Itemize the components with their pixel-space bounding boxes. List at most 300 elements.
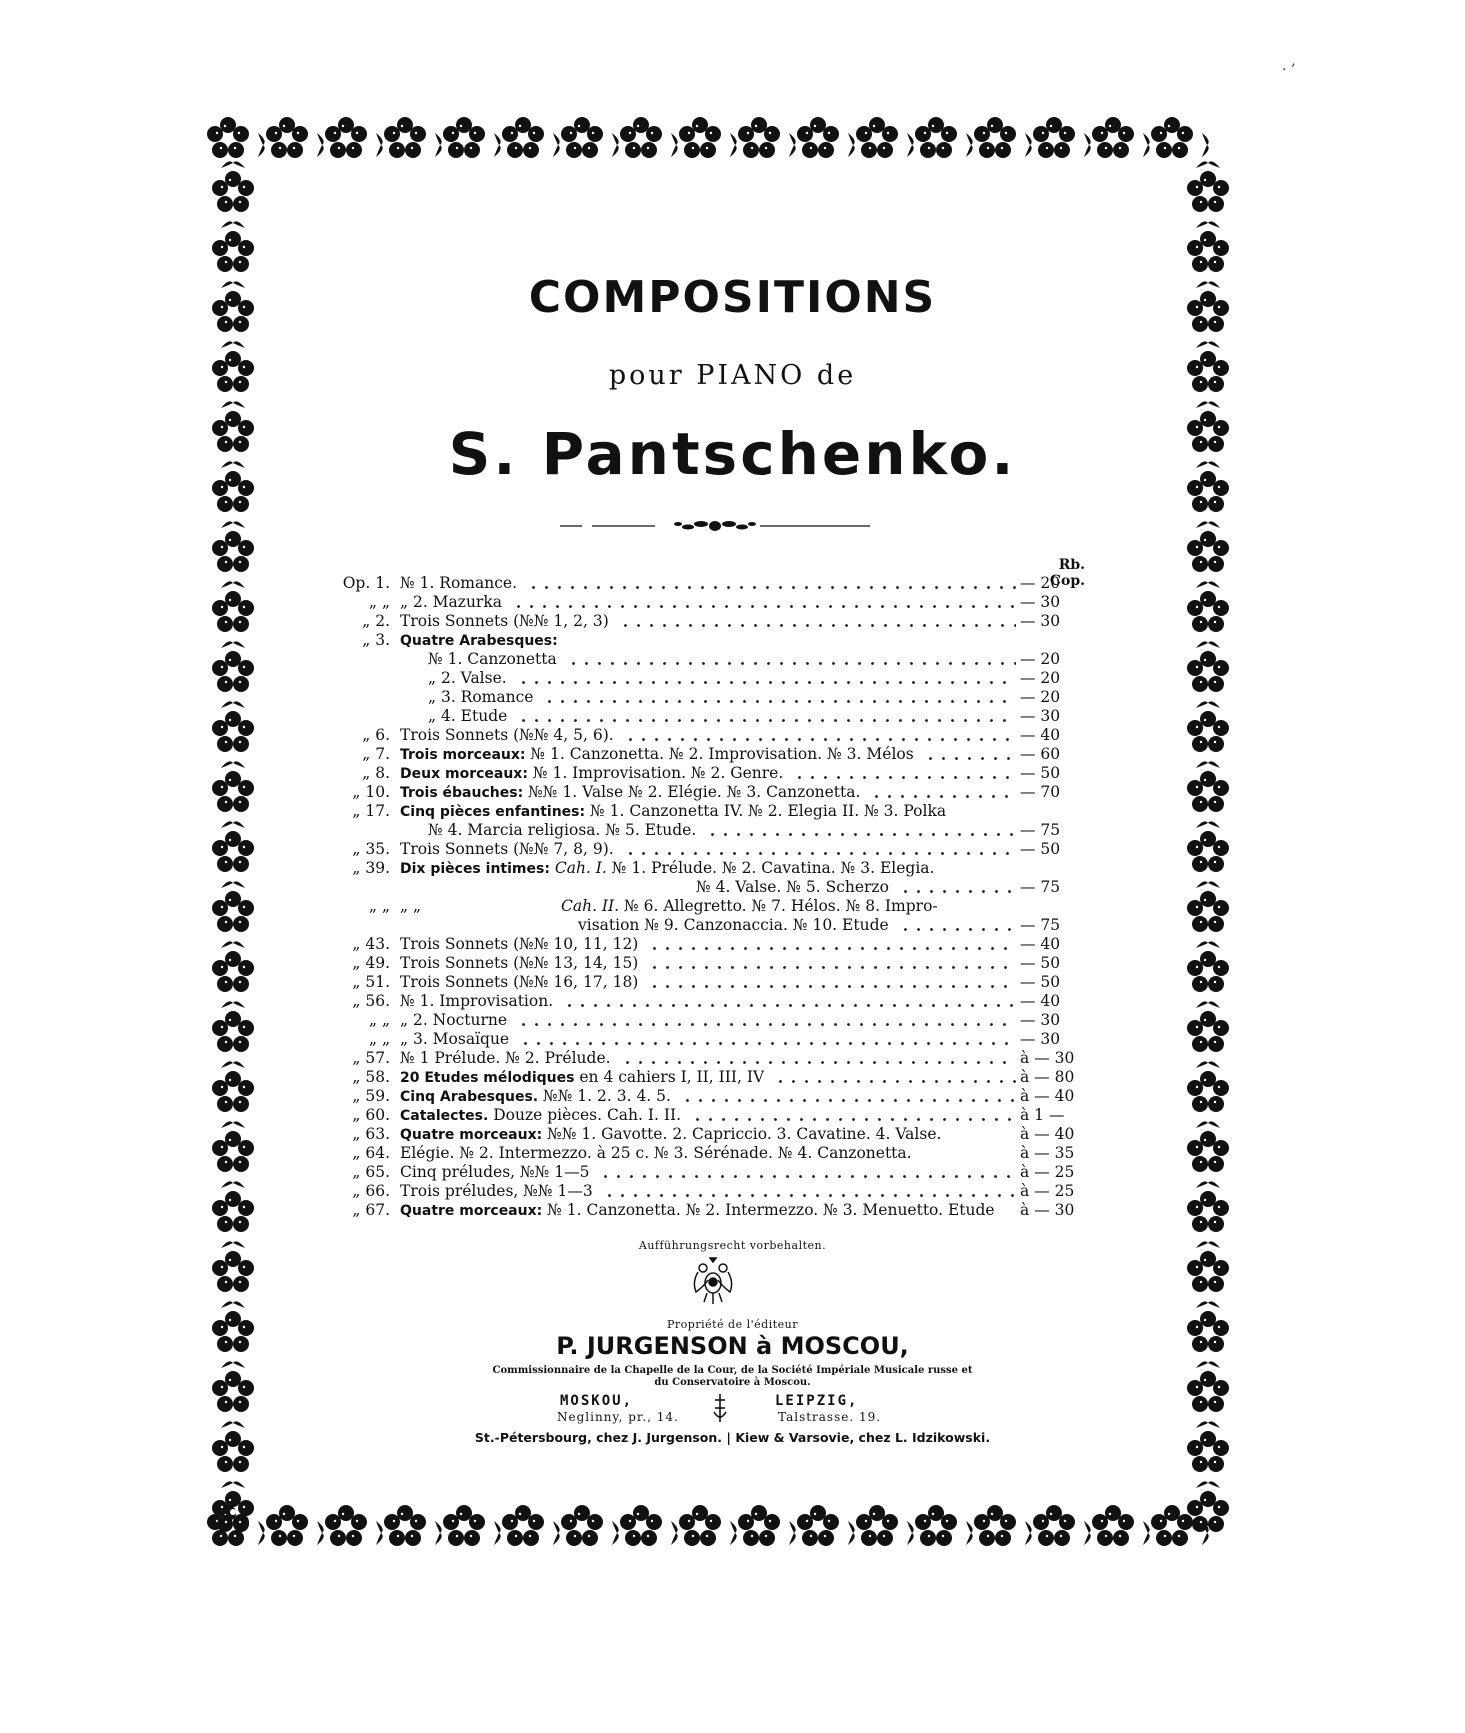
work-contents: „ 4. Etude [428, 707, 508, 725]
work-contents: №№ 1. Valse № 2. Elégie. № 3. Canzonetta. [523, 783, 861, 801]
work-title [428, 688, 533, 707]
flower-ornament-icon [210, 530, 256, 576]
work-price: — 75 [1020, 878, 1061, 896]
leader-dots [624, 840, 1016, 859]
opus-number: Op. 1. [342, 574, 390, 592]
work-title [400, 973, 638, 992]
leaf-sprig-icon [1194, 156, 1222, 170]
leaf-sprig-icon [219, 696, 247, 710]
flower-ornament-icon [972, 1504, 1018, 1550]
flower-ornament-icon [441, 1504, 487, 1550]
work-row [338, 631, 1088, 650]
flower-ornament-icon [1185, 1490, 1231, 1536]
leader-dots [924, 745, 1016, 764]
flower-ornament-icon [736, 116, 782, 162]
opus-number: „ 35. [352, 840, 390, 858]
work-contents: № 1. Prélude. № 2. Cavatina. № 3. Elegia. [606, 859, 935, 877]
work-title [400, 1011, 507, 1030]
opus-number: „ 59. [352, 1087, 390, 1105]
leaf-sprig-icon [219, 1476, 247, 1490]
work-title [400, 612, 609, 631]
address-leipzig: Talstrasse. 19. [778, 1410, 882, 1424]
works-list [338, 574, 1088, 1220]
work-contents: Trois préludes, №№ 1—3 [400, 1182, 593, 1200]
flower-ornament-icon [210, 590, 256, 636]
work-title [400, 1087, 671, 1107]
work-row [338, 1182, 1088, 1201]
flower-ornament-icon [1185, 170, 1231, 216]
leaf-sprig-icon [219, 876, 247, 890]
work-contents: № 6. Allegretto. № 7. Hélos. № 8. Impro- [619, 897, 938, 915]
opus-number: „ 57. [352, 1049, 390, 1067]
work-price: — 30 [1020, 612, 1061, 630]
work-row [338, 973, 1088, 992]
work-price: — 70 [1020, 783, 1061, 801]
work-title [428, 707, 507, 726]
opus-number: „ 49. [352, 954, 390, 972]
leaf-sprig-icon [1194, 1056, 1222, 1070]
leader-dots [681, 1087, 1016, 1106]
leaf-sprig-icon [1194, 516, 1222, 530]
border-top [205, 108, 1240, 170]
address-moscow: Neglinny, pr., 14. [557, 1410, 679, 1424]
work-row [338, 612, 1088, 631]
work-collection-title: Quatre morceaux: [400, 1127, 543, 1143]
work-contents: № 4. Marcia religiosa. № 5. Etude. [428, 821, 697, 839]
opus-number: „ 63. [352, 1125, 390, 1143]
leader-dots [706, 821, 1016, 840]
flower-ornament-icon [210, 770, 256, 816]
work-row [338, 1011, 1088, 1030]
city-moscow: MOSKOU, [560, 1393, 634, 1409]
leader-dots [899, 916, 1016, 935]
work-title [400, 1030, 509, 1049]
flower-ornament-icon [1031, 1504, 1077, 1550]
opus-number: „ 67. [352, 1201, 390, 1219]
flower-ornament-icon [559, 1504, 605, 1550]
flower-ornament-icon [1090, 1504, 1136, 1550]
publisher-name: P. JURGENSON à MOSCOU, [556, 1332, 909, 1360]
work-contents: № 1. Canzonetta IV. № 2. Elegia II. № 3. Polka [585, 802, 947, 820]
work-price: — 50 [1020, 973, 1061, 991]
work-row [338, 1125, 1088, 1144]
work-title [400, 1182, 593, 1201]
publisher-branches: St.-Pétersbourg, chez J. Jurgenson. | Kiew & Varsovie, chez L. Idzikowski. [474, 1430, 991, 1445]
work-row [338, 859, 1088, 878]
flower-ornament-icon [795, 1504, 841, 1550]
work-row [338, 954, 1088, 973]
flower-ornament-icon [500, 1504, 546, 1550]
leaf-sprig-icon [1194, 1116, 1222, 1130]
anchor-icon [713, 1392, 727, 1424]
work-title [400, 840, 614, 859]
flower-ornament-icon [1185, 590, 1231, 636]
leaf-sprig-icon [219, 816, 247, 830]
opus-number: „ 17. [352, 802, 390, 820]
flower-ornament-icon [1185, 1250, 1231, 1296]
work-price: — 30 [1020, 1030, 1061, 1048]
leaf-sprig-icon [219, 396, 247, 410]
work-row [338, 707, 1088, 726]
flower-ornament-icon [1185, 1070, 1231, 1116]
flower-ornament-icon [1185, 890, 1231, 936]
work-row [338, 821, 1088, 840]
flower-ornament-icon [210, 950, 256, 996]
work-price: — 50 [1020, 954, 1061, 972]
flower-ornament-icon [210, 230, 256, 276]
opus-number: „ 43. [352, 935, 390, 953]
opus-number: „ 3. [362, 631, 390, 649]
flower-ornament-icon [1031, 116, 1077, 162]
flower-ornament-icon [264, 116, 310, 162]
work-title [400, 1068, 764, 1088]
leaf-sprig-icon [1194, 1476, 1222, 1490]
leader-dots [691, 1106, 1016, 1125]
work-contents: „ 2. Nocturne [400, 1011, 508, 1029]
publisher-property: Propriété de l'éditeur [667, 1318, 798, 1331]
flower-ornament-icon [210, 830, 256, 876]
price-column-header: Rb. Cop. [1049, 557, 1085, 589]
work-price: — 30 [1020, 707, 1061, 725]
work-row [338, 650, 1088, 669]
flower-ornament-icon [1185, 1190, 1231, 1236]
flower-ornament-icon [972, 116, 1018, 162]
work-price: à — 30 [1020, 1201, 1075, 1219]
leader-dots [603, 1182, 1016, 1201]
flower-ornament-icon [913, 1504, 959, 1550]
opus-number: „ 66. [352, 1182, 390, 1200]
work-title [400, 954, 638, 973]
work-contents: Trois Sonnets (№№ 4, 5, 6). [400, 726, 614, 744]
leader-dots [648, 954, 1016, 973]
page-subtitle: pour PIANO de [608, 360, 857, 391]
leaf-sprig-icon [219, 336, 247, 350]
flower-ornament-icon [210, 710, 256, 756]
work-contents: № 1. Canzonetta. № 2. Improvisation. № 3. Mélos [525, 745, 914, 763]
work-contents: № 1. Improvisation. № 2. Genre. [527, 764, 784, 782]
work-contents: Trois Sonnets (№№ 16, 17, 18) [400, 973, 639, 991]
work-collection-title: Trois morceaux: [400, 747, 526, 763]
leaf-sprig-icon [1194, 876, 1222, 890]
work-price: à 1 — [1020, 1106, 1065, 1124]
leader-dots [621, 1049, 1016, 1068]
work-contents: Trois Sonnets (№№ 1, 2, 3) [400, 612, 609, 630]
flower-ornament-icon [210, 1130, 256, 1176]
flower-ornament-icon [795, 116, 841, 162]
opus-number: „ 60. [352, 1106, 390, 1124]
flower-ornament-icon [1185, 650, 1231, 696]
leaf-sprig-icon [1194, 1176, 1222, 1190]
work-row [338, 1201, 1088, 1220]
border-bottom [205, 1496, 1240, 1558]
work-collection-title: Cinq pièces enfantines: [400, 804, 586, 820]
work-price: à — 40 [1020, 1087, 1075, 1105]
work-title [400, 1163, 589, 1182]
work-title [400, 593, 502, 612]
leader-dots [567, 650, 1016, 669]
work-row [338, 669, 1088, 688]
work-price: à — 40 [1020, 1125, 1075, 1143]
flower-ornament-icon [854, 116, 900, 162]
leader-dots [899, 878, 1016, 897]
leader-dots [870, 783, 1016, 802]
double-headed-eagle-emblem-icon [690, 1256, 736, 1306]
leader-dots [619, 612, 1016, 631]
flower-ornament-icon [210, 650, 256, 696]
work-collection-title: Dix pièces intimes: [400, 861, 550, 877]
flower-ornament-icon [382, 116, 428, 162]
leaf-sprig-icon [1194, 216, 1222, 230]
leaf-sprig-icon [1194, 936, 1222, 950]
opus-number: „ „ [369, 1030, 390, 1048]
work-price: — 30 [1020, 593, 1061, 611]
leaf-sprig-icon [219, 516, 247, 530]
publisher-description-line1: Commissionnaire de la Chapelle de la Cour, de la Société Impériale Musicale russe et [492, 1365, 973, 1376]
work-contents: en 4 cahiers I, II, III, IV [574, 1068, 765, 1086]
flower-ornament-icon [736, 1504, 782, 1550]
work-title [400, 1144, 912, 1163]
flower-ornament-icon [1185, 830, 1231, 876]
work-price: — 60 [1020, 745, 1061, 763]
work-collection-title: 20 Etudes mélodiques [400, 1070, 575, 1086]
work-title [400, 764, 783, 784]
work-price: à — 35 [1020, 1144, 1075, 1162]
work-contents: № 1. Improvisation. [400, 992, 554, 1010]
flower-ornament-icon [210, 170, 256, 216]
leader-dots [563, 992, 1016, 1011]
leaf-sprig-icon [219, 1416, 247, 1430]
leaf-sprig-icon [219, 636, 247, 650]
work-price: — 40 [1020, 935, 1061, 953]
work-row [338, 745, 1088, 764]
opus-number: „ 7. [362, 745, 390, 763]
work-price: à — 25 [1020, 1182, 1075, 1200]
work-row [338, 1030, 1088, 1049]
work-row [338, 783, 1088, 802]
leader-dots [517, 707, 1016, 726]
work-row [338, 840, 1088, 859]
work-contents: visation № 9. Canzonaccia. № 10. Etude [578, 916, 889, 934]
work-title [428, 821, 696, 840]
opus-number: „ 51. [352, 973, 390, 991]
flower-ornament-icon [618, 1504, 664, 1550]
flower-ornament-icon [210, 1010, 256, 1056]
leaf-sprig-icon [1194, 816, 1222, 830]
leaf-sprig-icon [219, 1296, 247, 1310]
leaf-sprig-icon [1194, 1416, 1222, 1430]
leader-dots [648, 973, 1016, 992]
work-contents: „ „ [400, 897, 421, 915]
work-price: — 75 [1020, 916, 1061, 934]
work-contents: Douze pièces. Cah. I. II. [488, 1106, 682, 1124]
leader-dots [517, 669, 1016, 688]
flower-ornament-icon [1185, 1010, 1231, 1056]
work-contents: „ 2. Mazurka [400, 593, 502, 611]
work-price: à — 80 [1020, 1068, 1075, 1086]
work-price: — 50 [1020, 840, 1061, 858]
work-row [338, 992, 1088, 1011]
work-contents: № 1. Canzonetta [428, 650, 557, 668]
work-contents: „ 3. Mosaïque [400, 1030, 510, 1048]
leader-dots [624, 726, 1016, 745]
work-row [338, 802, 1088, 821]
work-title [400, 992, 553, 1011]
opus-number: „ „ [369, 897, 390, 915]
page-title: COMPOSITIONS [528, 272, 937, 323]
leader-dots [793, 764, 1016, 783]
work-collection-title: Trois ébauches: [400, 785, 524, 801]
flower-ornament-icon [1185, 710, 1231, 756]
work-title [400, 631, 558, 651]
work-contents: Cinq préludes, №№ 1—5 [400, 1163, 590, 1181]
work-contents: Elégie. № 2. Intermezzo. à 25 c. № 3. Sérénade. № 4. Canzonetta. [400, 1144, 912, 1162]
work-row [338, 1144, 1088, 1163]
flower-ornament-icon [618, 116, 664, 162]
flower-ornament-icon [500, 116, 546, 162]
work-contents: „ 3. Romance [428, 688, 534, 706]
work-title [400, 935, 638, 954]
flower-ornament-icon [854, 1504, 900, 1550]
work-volume-label: Cah. II. [561, 897, 620, 915]
work-collection-title: Quatre morceaux: [400, 1203, 543, 1219]
work-row [338, 1106, 1088, 1125]
work-price: à — 25 [1020, 1163, 1075, 1181]
work-row [338, 897, 1088, 916]
leader-dots [512, 593, 1016, 612]
work-title [400, 726, 614, 745]
flower-ornament-icon [210, 1070, 256, 1116]
flower-ornament-icon [382, 1504, 428, 1550]
leaf-sprig-icon [219, 756, 247, 770]
work-title [400, 1049, 611, 1068]
work-price: — 75 [1020, 821, 1061, 839]
work-volume-label: Cah. I. [549, 859, 607, 877]
flower-ornament-icon [1185, 950, 1231, 996]
work-row [338, 593, 1088, 612]
flower-ornament-icon [264, 1504, 310, 1550]
flower-ornament-icon [1185, 1130, 1231, 1176]
flower-ornament-icon [1185, 230, 1231, 276]
work-title [400, 859, 934, 879]
work-row [338, 916, 1088, 935]
work-price: — 40 [1020, 726, 1061, 744]
work-title [400, 1201, 995, 1221]
leaf-sprig-icon [219, 936, 247, 950]
flower-ornament-icon [210, 890, 256, 936]
leader-dots [543, 688, 1016, 707]
work-price: — 30 [1020, 1011, 1061, 1029]
opus-number: „ 39. [352, 859, 390, 877]
work-title [696, 878, 889, 897]
leaf-sprig-icon [1194, 636, 1222, 650]
work-collection-title: Quatre Arabesques: [400, 633, 558, 649]
work-row [338, 1087, 1088, 1106]
work-collection-title: Cinq Arabesques. [400, 1089, 539, 1105]
city-leipzig: LEIPZIG, [775, 1393, 859, 1409]
leader-dots [599, 1163, 1016, 1182]
work-title [400, 802, 946, 822]
opus-number: „ 65. [352, 1163, 390, 1181]
leader-dots [648, 935, 1016, 954]
divider-ornament-icon [560, 516, 870, 536]
work-row [338, 1049, 1088, 1068]
work-row [338, 1163, 1088, 1182]
work-price: — 40 [1020, 992, 1061, 1010]
publisher-description-line2: du Conservatoire à Moscou. [654, 1377, 811, 1388]
flower-ornament-icon [677, 116, 723, 162]
work-row [338, 878, 1088, 897]
work-row [338, 688, 1088, 707]
work-contents: №№ 1. Gavotte. 2. Capriccio. 3. Cavatine. 4. Valse. [542, 1125, 942, 1143]
opus-number: „ 10. [352, 783, 390, 801]
work-title [400, 745, 914, 765]
leaf-sprig-icon [1194, 396, 1222, 410]
opus-number: „ 6. [362, 726, 390, 744]
leaf-sprig-icon [219, 1176, 247, 1190]
work-collection-title: Catalectes. [400, 1108, 489, 1124]
leaf-sprig-icon [1194, 336, 1222, 350]
work-contents: Trois Sonnets (№№ 7, 8, 9). [400, 840, 614, 858]
work-contents: Trois Sonnets (№№ 13, 14, 15) [400, 954, 639, 972]
flower-ornament-icon [1185, 530, 1231, 576]
flower-ornament-icon [323, 116, 369, 162]
rights-reserved-note: Aufführungsrecht vorbehalten. [638, 1239, 827, 1252]
leaf-sprig-icon [1194, 756, 1222, 770]
flower-ornament-icon [323, 1504, 369, 1550]
work-price: — 20 [1020, 669, 1061, 687]
leaf-sprig-icon [219, 996, 247, 1010]
work-contents: № 4. Valse. № 5. Scherzo [696, 878, 889, 896]
opus-number: „ 2. [362, 612, 390, 630]
leaf-sprig-icon [219, 576, 247, 590]
work-contents: № 1 Prélude. № 2. Prélude. [400, 1049, 611, 1067]
work-contents: „ 2. Valse. [428, 669, 507, 687]
leader-dots [774, 1068, 1016, 1087]
opus-number: „ „ [369, 1011, 390, 1029]
leaf-sprig-icon [219, 1116, 247, 1130]
composer-name: S. Pantschenko. [448, 420, 1017, 488]
work-title [578, 916, 889, 935]
work-title [428, 669, 507, 688]
work-contents: №№ 1. 2. 3. 4. 5. [538, 1087, 671, 1105]
opus-number: „ 8. [362, 764, 390, 782]
work-row [338, 574, 1088, 593]
leader-dots [517, 1011, 1016, 1030]
work-title [400, 1106, 681, 1126]
opus-number: „ „ [369, 593, 390, 611]
leaf-sprig-icon [219, 156, 247, 170]
leaf-sprig-icon [219, 216, 247, 230]
flower-ornament-icon [210, 1250, 256, 1296]
work-contents: № 1. Canzonetta. № 2. Intermezzo. № 3. Menuetto. Etude [542, 1201, 995, 1219]
flower-ornament-icon [210, 1190, 256, 1236]
work-title [400, 574, 517, 593]
work-price: — 20 [1020, 688, 1061, 706]
work-row [338, 726, 1088, 745]
opus-number: „ 56. [352, 992, 390, 1010]
leaf-sprig-icon [1194, 996, 1222, 1010]
work-title [428, 650, 557, 669]
work-price: — 20 [1020, 650, 1061, 668]
flower-ornament-icon [1185, 770, 1231, 816]
opus-number: „ 58. [352, 1068, 390, 1086]
corner-speck: · ’ [1282, 62, 1296, 78]
work-row [338, 1068, 1088, 1087]
leaf-sprig-icon [1194, 576, 1222, 590]
flower-ornament-icon [677, 1504, 723, 1550]
flower-ornament-icon [559, 116, 605, 162]
work-contents: Trois Sonnets (№№ 10, 11, 12) [400, 935, 639, 953]
